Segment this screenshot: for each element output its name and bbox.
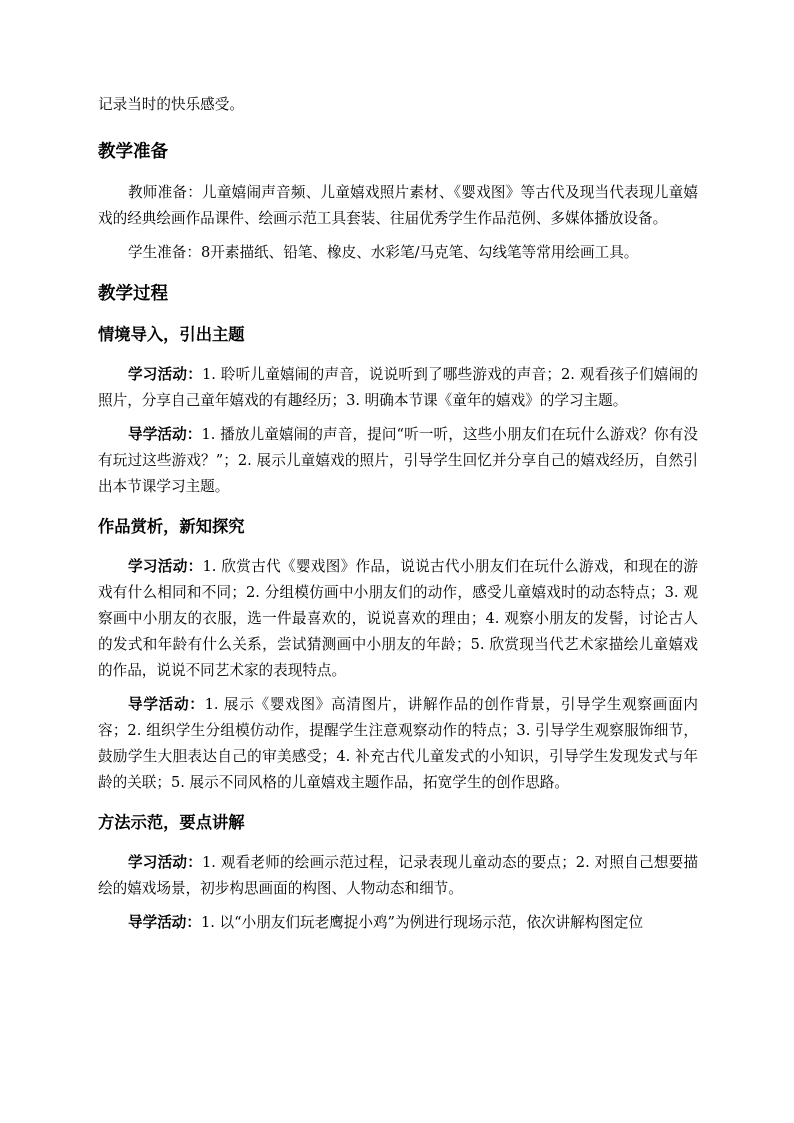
guided-activity-text: 1. 展示《婴戏图》高清图片，讲解作品的创作背景，引导学生观察画面内容；2. 组织学生分组模仿动作，提醒学生注意观察动作的特点；3. 引导学生观察服饰细节，鼓励学生大胆表达自己的审美感受；4. 补充古代儿童发式的小知识，引导学生发现发式与年龄的关联；5. 展示不同风格的儿童嬉戏主题作品，拓宽学生的创作思路。 — [98, 696, 698, 791]
guided-activity-text: 1. 以“小朋友们玩老鹰捉小鸡”为例进行现场示范，依次讲解构图定位 — [200, 914, 644, 931]
section-title: 方法示范，要点讲解 — [98, 813, 245, 832]
guided-activity-paragraph — [98, 692, 698, 796]
intro-text: 记录当时的快乐感受。 — [98, 96, 244, 113]
learning-activity-label: 学习活动： — [128, 558, 203, 575]
section-method-demonstration — [98, 810, 698, 936]
student-preparation-paragraph: 学生准备：8开素描纸、铅笔、橡皮、水彩笔/马克笔、勾线笔等常用绘画工具。 — [128, 244, 639, 261]
teacher-preparation-paragraph: 教师准备：儿童嬉闹声音频、儿童嬉戏照片素材、《婴戏图》等古代及现当代表现儿童嬉戏的经典绘画作品课件、绘画示范工具套装、往届优秀学生作品范例、多媒体播放设备。 — [98, 184, 698, 227]
heading-teaching-process: 教学过程 — [98, 284, 168, 304]
section-title: 作品赏析，新知探究 — [98, 517, 245, 536]
guided-activity-label: 导学活动： — [128, 426, 202, 443]
learning-activity-text: 1. 聆听儿童嬉闹的声音，说说听到了哪些游戏的声音；2. 观看孩子们嬉闹的照片，分享自己童年嬉戏的有趣经历；3. 明确本节课《童年的嬉戏》的学习主题。 — [98, 366, 698, 409]
learning-activity-paragraph — [98, 850, 698, 902]
learning-activity-text: 1. 欣赏古代《婴戏图》作品，说说古代小朋友们在玩什么游戏，和现在的游戏有什么相同和不同；2. 分组模仿画中小朋友们的动作，感受儿童嬉戏时的动态特点；3. 观察画中小朋友的衣服，选一件最喜欢的，说说喜欢的理由；4. 观察小朋友的发髻，讨论古人的发式和年龄有什么关系，尝试猜测画中小朋友的年龄；5. 欣赏现当代艺术家描绘儿童嬉戏的作品，说说不同艺术家的表现特点。 — [98, 558, 698, 679]
learning-activity-paragraph — [98, 554, 698, 684]
guided-activity-label: 导学活动： — [128, 914, 201, 931]
section-title: 情境导入，引出主题 — [98, 325, 245, 344]
guided-activity-paragraph — [98, 422, 698, 500]
learning-activity-label: 学习活动： — [128, 854, 203, 871]
heading-teaching-preparation: 教学准备 — [98, 142, 168, 162]
learning-activity-paragraph — [98, 362, 698, 414]
learning-activity-text: 1. 观看老师的绘画示范过程，记录表现儿童动态的要点；2. 对照自己想要描绘的嬉戏场景，初步构思画面的构图、人物动态和细节。 — [98, 854, 698, 897]
section-artwork-appreciation — [98, 514, 698, 796]
guided-activity-label: 导学活动： — [128, 696, 205, 713]
guided-activity-paragraph — [98, 910, 698, 936]
document-body — [98, 92, 698, 936]
learning-activity-label: 学习活动： — [128, 366, 203, 383]
section-situation-intro — [98, 322, 698, 500]
guided-activity-text: 1. 播放儿童嬉闹的声音，提问“听一听，这些小朋友们在玩什么游戏？你有没有玩过这些游戏？”；2. 展示儿童嬉戏的照片，引导学生回忆并分享自己的嬉戏经历，自然引出本节课学习主题。 — [98, 426, 698, 495]
